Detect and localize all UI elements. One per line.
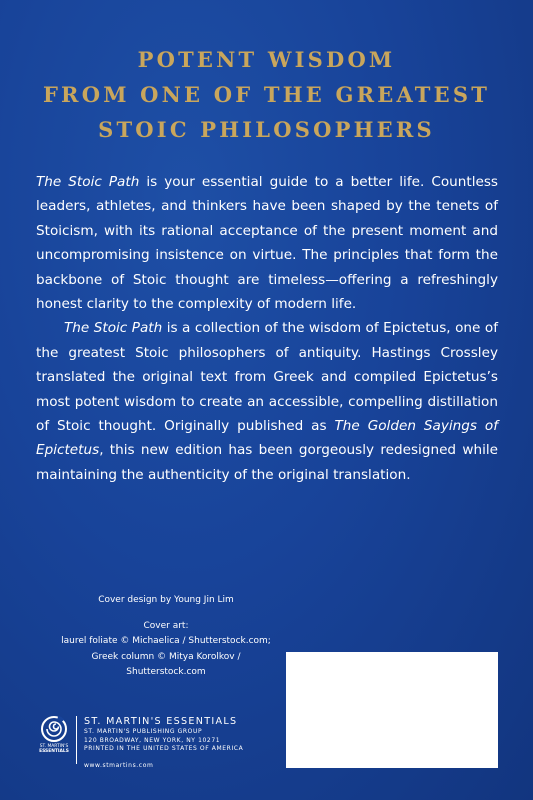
logo-caption-line-2: ESSENTIALS	[39, 749, 69, 755]
headline	[0, 42, 533, 147]
spiral-logo-icon	[36, 716, 72, 744]
publisher-logo	[36, 716, 72, 760]
blurb-paragraph-1-text: is your essential guide to a better life. Countless leaders, athletes, and thinkers have been shaped by the tenets of Stoicism, with its rational acceptance of the present moment and uncompromising insistence on virtue. The principles that form the backbone of Stoic thought are timeless—offering a refreshingly honest clarity to the complexity of modern life.	[36, 174, 498, 313]
logo-caption	[36, 744, 72, 754]
printed-notice: PRINTED IN THE UNITED STATES OF AMERICA	[84, 745, 244, 753]
cover-art-credit-2: Greek column © Mitya Korolkov /	[91, 651, 241, 662]
blurb-paragraph-1	[36, 170, 498, 316]
cover-art-label: Cover art:	[143, 621, 189, 632]
publisher-info	[84, 716, 243, 769]
headline-line-1: POTENT WISDOM	[137, 47, 396, 72]
book-title-italic: The Stoic Path	[64, 320, 163, 337]
cover-art-credit-1: laurel foliate © Michaelica / Shutterstock.com;	[61, 636, 271, 647]
publisher-group: ST. MARTIN'S PUBLISHING GROUP	[84, 728, 203, 735]
publisher-divider	[76, 716, 77, 764]
blurb-paragraph-2	[36, 316, 498, 487]
barcode-area	[286, 652, 498, 768]
cover-art-credit-3: Shutterstock.com	[126, 666, 206, 677]
book-title-italic: The Stoic Path	[36, 174, 140, 190]
cover-design-credit: Cover design by Young Jin Lim	[98, 595, 234, 605]
headline-line-3: STOIC PHILOSOPHERS	[98, 117, 435, 142]
publisher-address: 120 BROADWAY, NEW YORK, NY 10271	[84, 736, 221, 744]
publisher-url: www.stmartins.com	[84, 761, 154, 769]
publisher-name: ST. MARTIN'S ESSENTIALS	[84, 716, 238, 727]
original-title-italic: The Golden Sayings of Epictetus	[36, 418, 498, 459]
logo-caption-line-1: ST. MARTIN'S	[39, 744, 69, 749]
headline-line-2: FROM ONE OF THE GREATEST	[42, 82, 491, 107]
blurb-paragraph-2-text-b: , this new edition has been gorgeously redesigned while maintaining the authenticity of the original translation.	[36, 442, 498, 483]
cover-credits	[0, 593, 332, 680]
blurb	[36, 170, 498, 487]
publisher-block	[36, 716, 276, 769]
blurb-paragraph-2-text-a: is a collection of the wisdom of Epictetus, one of the greatest Stoic philosophers of antiquity. Hastings Crossley translated the original text from Greek and compiled Epictetus’s most potent wisdom to create an accessible, compelling distillation of Stoic thought. Originally published as	[36, 320, 498, 435]
